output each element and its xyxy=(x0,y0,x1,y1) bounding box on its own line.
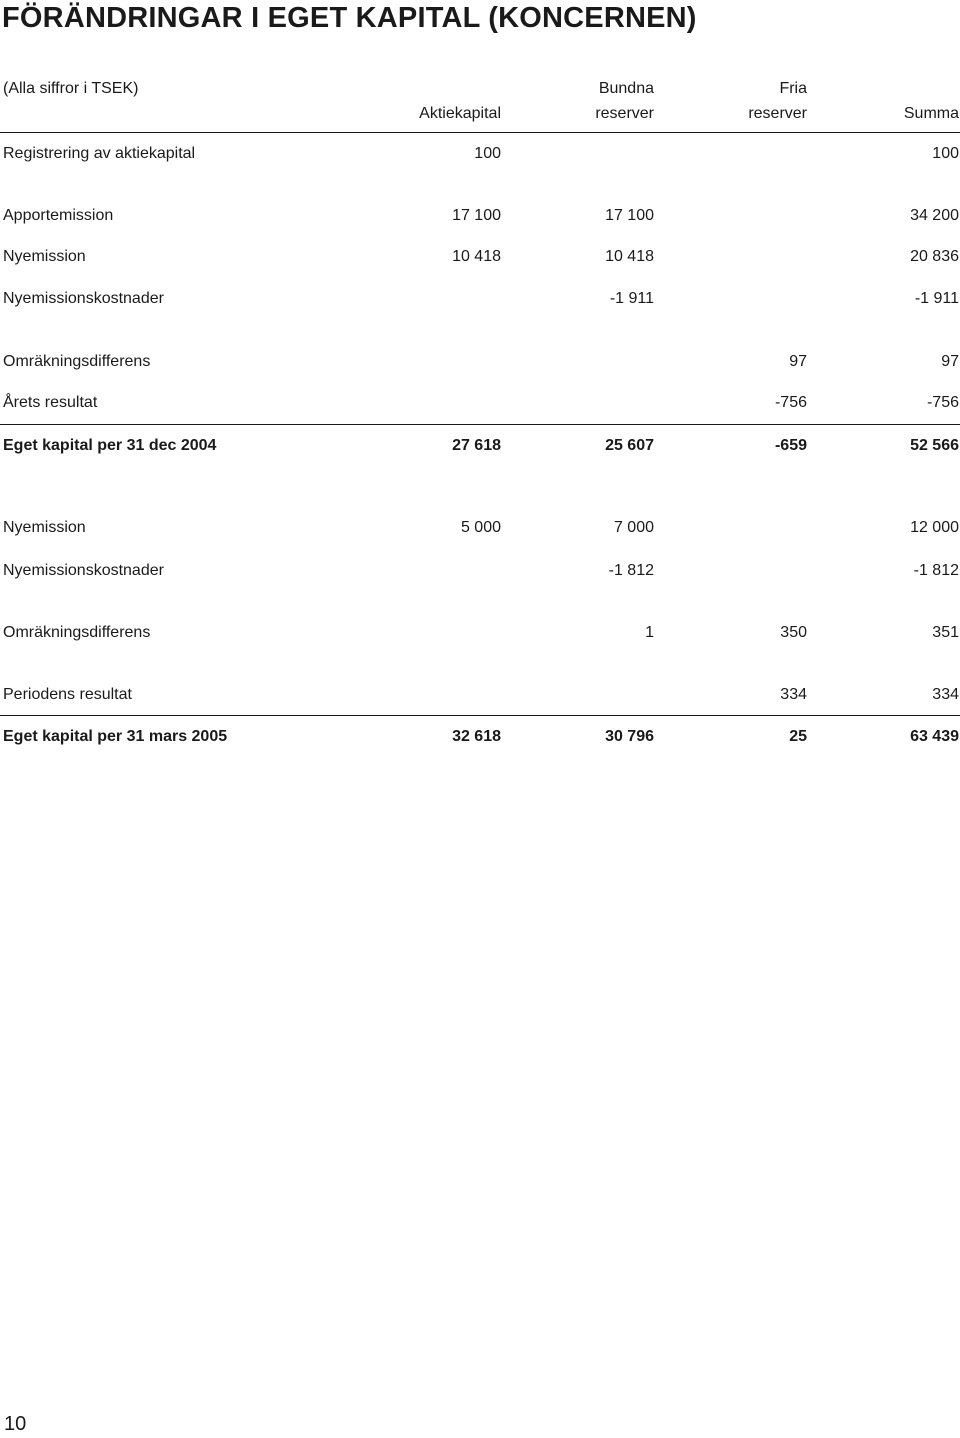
table-row xyxy=(0,287,960,311)
column-header-summa: Summa xyxy=(903,105,959,122)
row-label: Omräkningsdifferens xyxy=(3,624,151,641)
final-total-divider xyxy=(0,715,960,716)
bundna-reserver-value: -1 812 xyxy=(608,562,654,579)
currency-note: (Alla siffror i TSEK) xyxy=(3,80,139,97)
fria-reserver-value: 97 xyxy=(789,353,807,370)
bundna-reserver-value: -1 911 xyxy=(609,290,654,307)
row-label: Apportemission xyxy=(3,207,114,224)
page-number: 10 xyxy=(4,1413,27,1435)
total-row xyxy=(0,725,960,749)
summa-value: 334 xyxy=(932,686,959,703)
table-row xyxy=(0,621,960,645)
summa-value: 12 000 xyxy=(910,519,959,536)
summa-value: 52 566 xyxy=(910,437,959,454)
fria-reserver-value: -756 xyxy=(774,394,807,411)
summa-value: 97 xyxy=(941,353,959,370)
column-header-bundna-line2: reserver xyxy=(595,105,654,122)
table-row xyxy=(0,391,960,415)
bundna-reserver-value: 30 796 xyxy=(605,728,654,745)
aktiekapital-value: 5 000 xyxy=(460,519,501,536)
fria-reserver-value: -659 xyxy=(774,437,807,454)
summa-value: -1 911 xyxy=(914,290,959,307)
summa-value: 63 439 xyxy=(910,728,959,745)
table-row xyxy=(0,245,960,269)
bundna-reserver-value: 10 418 xyxy=(605,248,654,265)
table-row xyxy=(0,559,960,583)
aktiekapital-value: 17 100 xyxy=(452,207,501,224)
row-label: Registrering av aktiekapital xyxy=(3,145,196,162)
table-header-row-1 xyxy=(0,77,960,101)
aktiekapital-value: 10 418 xyxy=(452,248,501,265)
table-row xyxy=(0,142,960,166)
subtotal-divider xyxy=(0,424,960,425)
table-row xyxy=(0,683,960,707)
row-label: Nyemissionskostnader xyxy=(3,562,164,579)
bundna-reserver-value: 25 607 xyxy=(605,437,654,454)
column-header-bundna-line1: Bundna xyxy=(598,80,654,97)
table-header-row-2 xyxy=(0,102,960,126)
page-title: FÖRÄNDRINGAR I EGET KAPITAL (KONCERNEN) xyxy=(2,2,697,34)
row-label: Nyemissionskostnader xyxy=(3,290,164,307)
fria-reserver-value: 350 xyxy=(780,624,807,641)
row-label: Nyemission xyxy=(3,519,86,536)
total-row xyxy=(0,434,960,458)
summa-value: 20 836 xyxy=(910,248,959,265)
summa-value: 351 xyxy=(932,624,959,641)
aktiekapital-value: 32 618 xyxy=(452,728,501,745)
aktiekapital-value: 100 xyxy=(474,145,501,162)
row-label: Eget kapital per 31 dec 2004 xyxy=(3,437,217,454)
bundna-reserver-value: 7 000 xyxy=(613,519,654,536)
summa-value: -756 xyxy=(926,394,959,411)
row-label: Nyemission xyxy=(3,248,86,265)
row-label: Eget kapital per 31 mars 2005 xyxy=(3,728,228,745)
column-header-fria-line1: Fria xyxy=(779,80,807,97)
fria-reserver-value: 334 xyxy=(780,686,807,703)
column-header-fria-line2: reserver xyxy=(748,105,807,122)
row-label: Omräkningsdifferens xyxy=(3,353,151,370)
header-divider xyxy=(0,132,960,133)
table-row xyxy=(0,516,960,540)
table-row xyxy=(0,350,960,374)
summa-value: 100 xyxy=(932,145,959,162)
column-header-aktiekapital: Aktiekapital xyxy=(419,105,501,122)
summa-value: -1 812 xyxy=(913,562,959,579)
aktiekapital-value: 27 618 xyxy=(452,437,501,454)
fria-reserver-value: 25 xyxy=(789,728,807,745)
row-label: Årets resultat xyxy=(3,394,98,411)
row-label: Periodens resultat xyxy=(3,686,132,703)
summa-value: 34 200 xyxy=(910,207,959,224)
table-row xyxy=(0,204,960,228)
bundna-reserver-value: 17 100 xyxy=(605,207,654,224)
bundna-reserver-value: 1 xyxy=(645,624,654,641)
